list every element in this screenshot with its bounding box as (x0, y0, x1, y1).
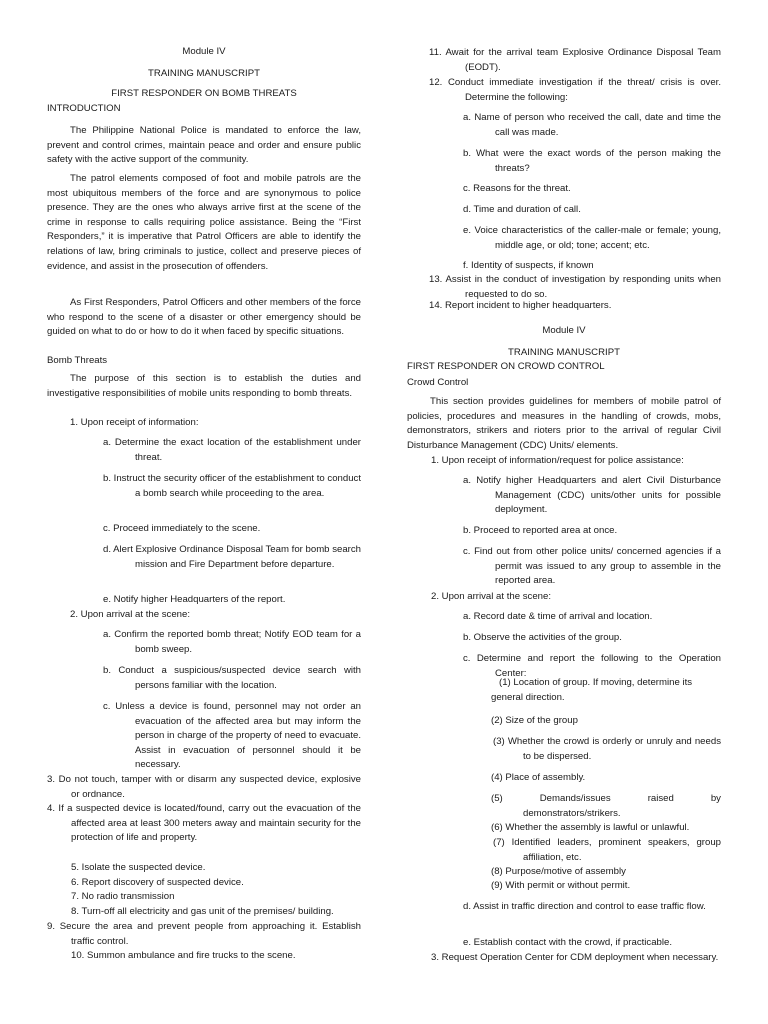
list-item: 12. Conduct immediate investigation if the threat/ crisis is over. Determine the following: (429, 77, 721, 103)
list-item: d. Alert Explosive Ordinance Disposal Team for bomb search mission and Fire Department before departure. (103, 544, 361, 570)
list-item: 2. Upon arrival at the scene: (431, 591, 551, 602)
crowd-control-heading: Crowd Control (407, 377, 469, 388)
doc-title-crowd: FIRST RESPONDER ON CROWD CONTROL (407, 361, 605, 372)
list-item: c. Determine and report the following to the Operation Center: (463, 653, 721, 679)
intro-paragraph-3: As First Responders, Patrol Officers and other members of the force who respond to the scene of a disaster or other emergency should be guided on what to do or how to do it when faced by specific situations. (47, 297, 361, 338)
sub-list-item: (4) Place of assembly. (491, 772, 586, 783)
list-item: 1. Upon receipt of information/request for police assistance: (431, 455, 684, 466)
doc-title-bomb: FIRST RESPONDER ON BOMB THREATS (111, 88, 297, 99)
list-item: c. Unless a device is found, personnel may not order an evacuation of the affected area but may inform the person in charge of the property of need to evacuate. Assist in evacuation of personnel should it be necessary. (103, 701, 361, 771)
list-item: 2. Upon arrival at the scene: (70, 609, 190, 620)
list-item: a. Notify higher Headquarters and alert Civil Disturbance Management (CDC) units/other units for possible deployment. (463, 475, 721, 516)
sub-list-item: (3) Whether the crowd is orderly or unruly and needs to be dispersed. (493, 736, 721, 762)
sub-list-item: (5) Demands/issues raised by demonstrators/strikers. (491, 793, 721, 819)
list-item: 5. Isolate the suspected device. (71, 862, 206, 873)
list-item: c. Reasons for the threat. (463, 183, 571, 194)
list-item: 7. No radio transmission (71, 891, 175, 902)
list-item: b. Proceed to reported area at once. (463, 525, 618, 536)
sub-list-item: (8) Purpose/motive of assembly (491, 866, 626, 877)
bomb-purpose-paragraph: The purpose of this section is to establish the duties and investigative responsibilities of mobile units responding to bomb threats. (47, 373, 361, 399)
training-heading: TRAINING MANUSCRIPT (148, 68, 260, 79)
list-item: 13. Assist in the conduct of investigation by responding units when requested to do so. (429, 274, 721, 300)
list-item: e. Notify higher Headquarters of the report. (103, 594, 286, 605)
list-item: 6. Report discovery of suspected device. (71, 877, 244, 888)
list-item: 9. Secure the area and prevent people from approaching it. Establish traffic control. (47, 921, 361, 947)
list-item: d. Time and duration of call. (463, 204, 581, 215)
sub-list-item: (2) Size of the group (491, 715, 578, 726)
list-item: e. Establish contact with the crowd, if practicable. (463, 937, 673, 948)
sub-list-item: (9) With permit or without permit. (491, 880, 631, 891)
list-item: d. Assist in traffic direction and control to ease traffic flow. (463, 901, 706, 912)
bomb-threats-heading: Bomb Threats (47, 355, 108, 366)
list-item: a. Name of person who received the call, date and time the call was made. (463, 112, 721, 138)
list-item: 10. Summon ambulance and fire trucks to the scene. (71, 950, 296, 961)
list-item: e. Voice characteristics of the caller-male or female; young, middle age, or old; tone; accent; etc. (463, 225, 721, 251)
intro-paragraph-2: The patrol elements composed of foot and mobile patrols are the most ubiquitous members of the force and are synonymous to police presence. They are the ones who always arrive first at the scene of the crime in response to calls requiring police assistance. Being the “First Responders,” it is imperative that Patrol Officers are able to identify the relations of law, bring criminals to justice, collect and preserve pieces of evidence, and assist in the prosecution of offenders. (47, 173, 361, 272)
list-item: 1. Upon receipt of information: (70, 417, 199, 428)
intro-heading: INTRODUCTION (47, 103, 121, 114)
list-item: b. Conduct a suspicious/suspected device search with persons familiar with the location. (103, 665, 361, 691)
module-heading: Module IV (182, 46, 226, 57)
list-item: a. Confirm the reported bomb threat; Notify EOD team for a bomb sweep. (103, 629, 361, 655)
list-item: b. Observe the activities of the group. (463, 632, 622, 643)
list-item: 3. Do not touch, tamper with or disarm any suspected device, explosive or ordnance. (47, 774, 361, 800)
list-item: a. Determine the exact location of the establishment under threat. (103, 437, 361, 463)
list-item: 8. Turn-off all electricity and gas unit of the premises/ building. (71, 906, 334, 917)
list-item: 4. If a suspected device is located/found, carry out the evacuation of the affected area at least 300 meters away and maintain security for the protection of life and property. (47, 803, 361, 844)
list-item: a. Record date & time of arrival and location. (463, 611, 653, 622)
list-item: 11. Await for the arrival team Explosive Ordinance Disposal Team (EODT). (429, 47, 721, 73)
sub-list-item: (7) Identified leaders, prominent speakers, group affiliation, etc. (493, 837, 721, 863)
list-item: c. Find out from other police units/ concerned agencies if a permit was issued to any group to assemble in the reported area. (463, 546, 721, 587)
sub-list-item: (1) Location of group. If moving, determine its general direction. (491, 677, 693, 703)
sub-list-item: (6) Whether the assembly is lawful or unlawful. (491, 822, 690, 833)
list-item: b. What were the exact words of the person making the threats? (463, 148, 721, 174)
training-heading: TRAINING MANUSCRIPT (508, 347, 620, 358)
list-item: 3. Request Operation Center for CDM deployment when necessary. (431, 952, 719, 963)
list-item: c. Proceed immediately to the scene. (103, 523, 261, 534)
list-item: b. Instruct the security officer of the establishment to conduct a bomb search while proceeding to the area. (103, 473, 361, 499)
module-heading: Module IV (542, 325, 586, 336)
intro-paragraph-1: The Philippine National Police is mandated to enforce the law, prevent and control crimes, maintain peace and order and ensure public safety with the active support of the community. (47, 125, 361, 166)
list-item: 14. Report incident to higher headquarters. (429, 300, 612, 311)
crowd-paragraph: This section provides guidelines for members of mobile patrol of policies, procedures and measures in the handling of crowds, mobs, demonstrators, strikers and rioters prior to the arrival of regular Civil Disturbance Management (CDC) Units/ elements. (407, 396, 721, 451)
list-item: f. Identity of suspects, if known (463, 260, 594, 271)
